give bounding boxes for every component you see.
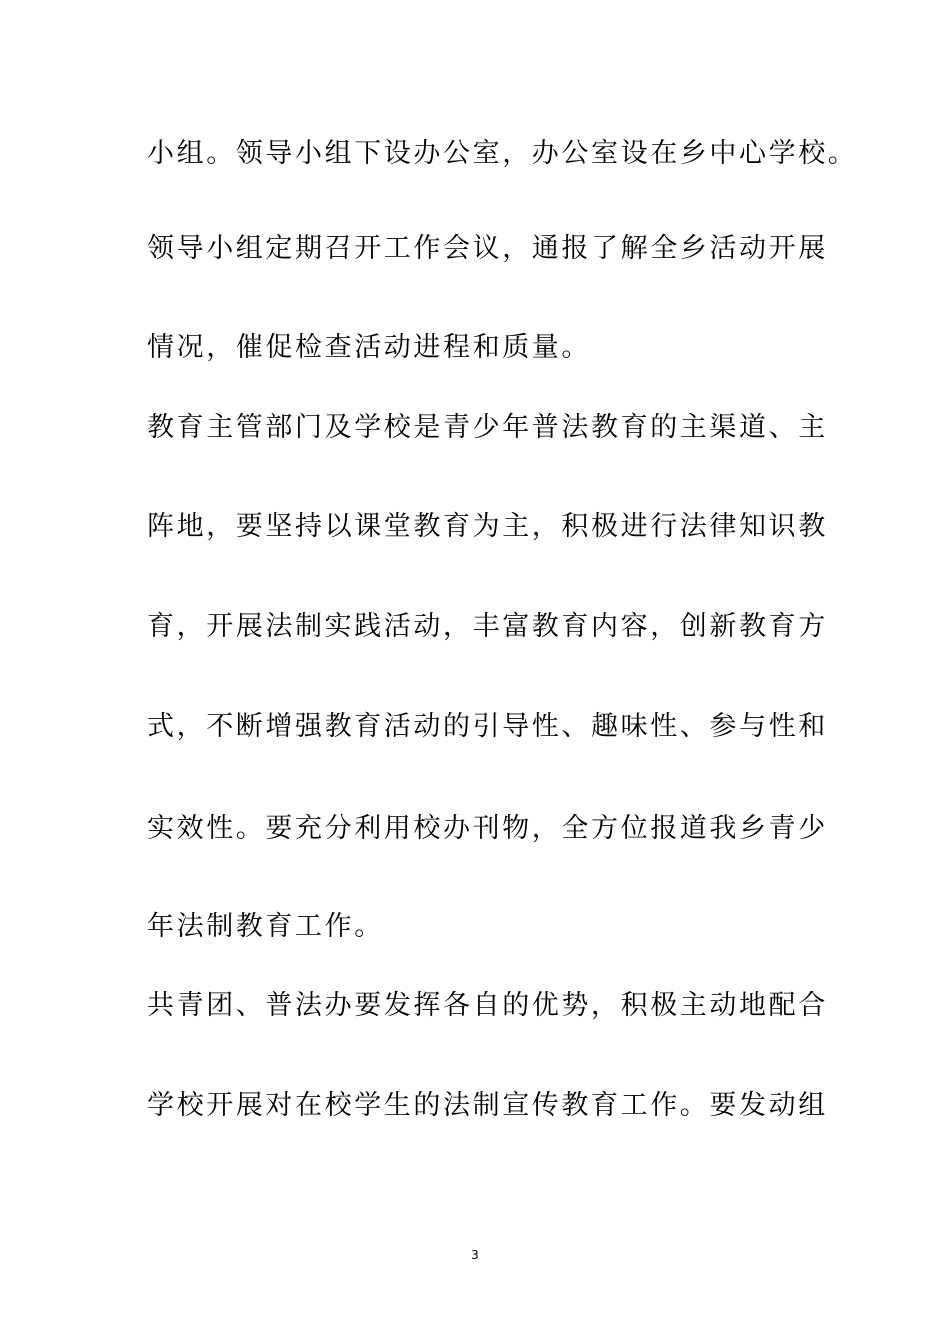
text-line-10: 共青团、普法办要发挥各自的优势，积极主动地配合 xyxy=(147,990,828,1021)
text-line-9: 年法制教育工作。 xyxy=(147,911,384,942)
text-line-7: 式，不断增强教育活动的引导性、趣味性、参与性和 xyxy=(147,711,828,742)
text-line-6: 育，开展法制实践活动，丰富教育内容，创新教育方 xyxy=(147,611,828,642)
text-line-1: 小组。领导小组下设办公室，办公室设在乡中心学校。 xyxy=(147,138,858,169)
text-line-3: 情况，催促检查活动进程和质量。 xyxy=(147,332,591,363)
page-number: 3 xyxy=(471,1248,479,1262)
text-line-2: 领导小组定期召开工作会议，通报了解全乡活动开展 xyxy=(147,233,828,264)
text-line-4: 教育主管部门及学校是青少年普法教育的主渠道、主 xyxy=(147,412,828,443)
text-line-11: 学校开展对在校学生的法制宣传教育工作。要发动组 xyxy=(147,1090,828,1121)
text-line-5: 阵地，要坚持以课堂教育为主，积极进行法律知识教 xyxy=(147,511,828,542)
text-line-8: 实效性。要充分利用校办刊物，全方位报道我乡青少 xyxy=(147,813,828,844)
